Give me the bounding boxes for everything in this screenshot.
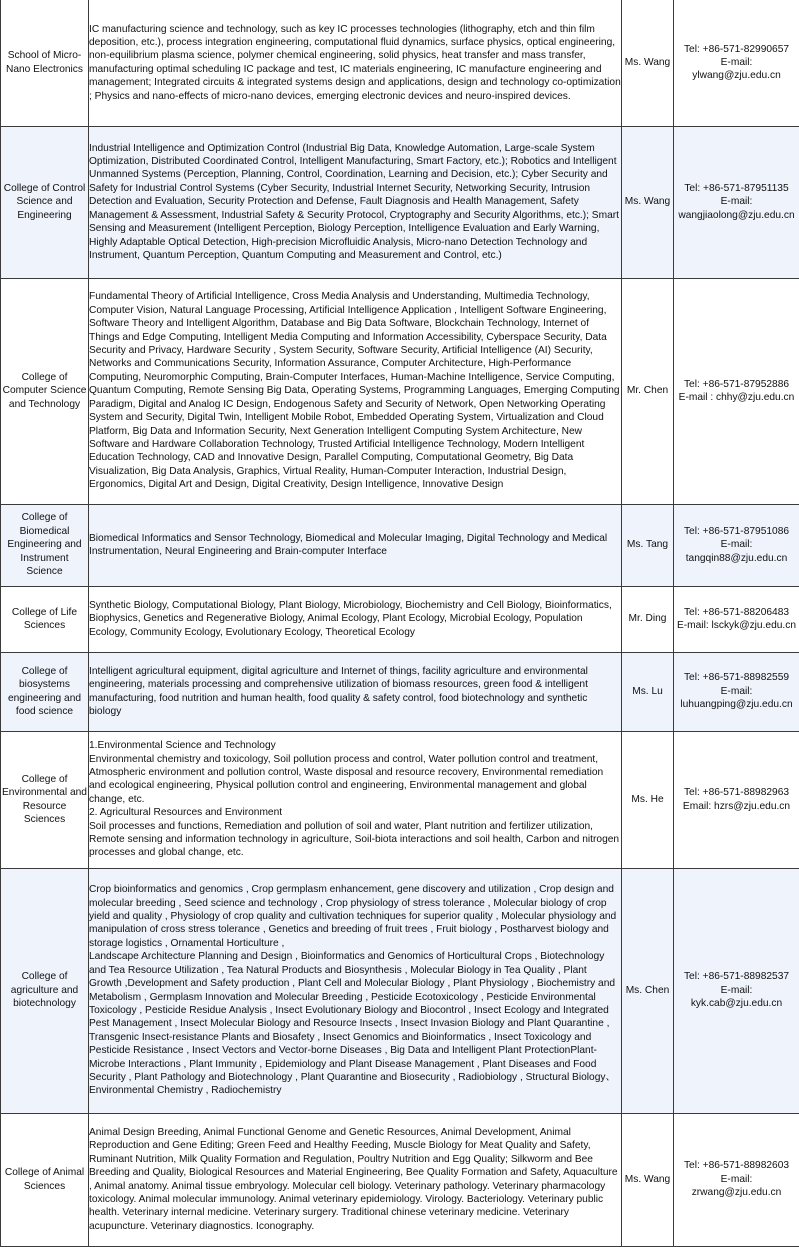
- contact-email-label: E-mail:: [674, 685, 799, 698]
- contact-info: [674, 278, 799, 504]
- college-name: College of Animal Sciences: [1, 1113, 89, 1246]
- contact-info: [674, 0, 799, 126]
- contact-info: [674, 126, 799, 278]
- contact-tel: Tel: +86-571-87951086: [674, 525, 799, 538]
- contact-info: [674, 504, 799, 586]
- college-name: School of Micro-Nano Electronics: [1, 0, 89, 126]
- contact-person: Ms. Wang: [622, 126, 674, 278]
- college-name: College of Biomedical Engineering and Instrument Science: [1, 504, 89, 586]
- contact-email-label: E-mail:: [674, 984, 799, 997]
- contact-email[interactable]: E-mail: lsckyk@zju.edu.cn: [674, 619, 799, 632]
- research-areas: Crop bioinformatics and genomics , Crop germplasm enhancement, gene discovery and utilization , Crop design and molecular breeding , Seed science and technology , Crop physiology of stress tolerance , Molecular biology of crop yield and quality , Physiology of crop quality and cultivation techniques for superior quality , Molecular physiology and manipulation of cross stress tolerance , Genetics and breeding of fruit trees , Fruit biology , Postharvest biology and storage logistics , Ornamental Horticulture , Landscape Architecture Planning and Design , Bioinformatics and Genomics of Horticultural Crops , Biotechnology and Tea Resource Utilization , Tea Natural Products and Biosynthesis , Molecular Biology in Tea Quality , Plant Growth ,Development and Safety production , Plant Cell and Molecular Biology , Plant Physiology , Biochemistry and Metabolism , Germplasm Innovation and Molecular Breeding , Pesticide Ecotoxicology , Pesticide Environmental Toxicology , Pesticide Residue Analysis , Insect Evolutionary Biology and Biocontrol , Insect Ecology and Integrated Pest Management , Insect Molecular Biology and Resource Insects , Insect Invasion Biology and Plant Quarantine , Transgenic Insect-resistance Plants and Biosafety , Insect Genomics and Bioinformatics , Insect Toxicology and Pesticide Resistance , Insect Vectors and Vector-borne Diseases , Big Data and Intelligent Plant ProtectionPlant-Microbe Interactions , Plant Immunity , Epidemiology and Plant Disease Management , Plant Diseases and Food Security , Plant Pathology and Biotechnology , Plant Quarantine and Biosecurity , Radiobiology , Structural Biology、Environmental Chemistry , Radiochemistry: [89, 868, 622, 1113]
- contact-info: [674, 586, 799, 652]
- contact-person: Ms. Tang: [622, 504, 674, 586]
- contact-email[interactable]: E-mail : chhy@zju.edu.cn: [674, 391, 799, 404]
- contact-info: [674, 652, 799, 731]
- contact-person: Ms. Lu: [622, 652, 674, 731]
- college-name: College of Environmental and Resource Sciences: [1, 731, 89, 868]
- contact-tel: Tel: +86-571-82990657: [674, 43, 799, 56]
- contact-tel: Tel: +86-571-88982537: [674, 970, 799, 983]
- table-row: [1, 278, 799, 504]
- table-row: [1, 868, 799, 1113]
- table-row: [1, 504, 799, 586]
- contact-email[interactable]: tangqin88@zju.edu.cn: [674, 552, 799, 565]
- contact-tel: Tel: +86-571-88206483: [674, 606, 799, 619]
- contact-email[interactable]: kyk.cab@zju.edu.cn: [674, 997, 799, 1010]
- contact-tel: Tel: +86-571-87952886: [674, 378, 799, 391]
- contact-email[interactable]: wangjiaolong@zju.edu.cn: [674, 209, 799, 222]
- college-name: College of Control Science and Engineering: [1, 126, 89, 278]
- contact-tel: Tel: +86-571-87951135: [674, 182, 799, 195]
- table-row: [1, 586, 799, 652]
- contact-tel: Tel: +86-571-88982963: [674, 786, 799, 799]
- table-row: [1, 126, 799, 278]
- contact-person: Ms. Wang: [622, 0, 674, 126]
- contact-person: Ms. Chen: [622, 868, 674, 1113]
- table-row: [1, 0, 799, 126]
- college-name: College of biosystems engineering and food science: [1, 652, 89, 731]
- research-areas: Intelligent agricultural equipment, digital agriculture and Internet of things, facility agriculture and environmental engineering, materials processing and comprehensive utilization of biomass resources, green food & intelligent manufacturing, food nutrition and human health, food quality & safety control, food biotechnology and synthetic biology: [89, 652, 622, 731]
- contact-email-label: E-mail:: [674, 1173, 799, 1186]
- contact-email[interactable]: Email: hzrs@zju.edu.cn: [674, 800, 799, 813]
- research-areas: Biomedical Informatics and Sensor Technology, Biomedical and Molecular Imaging, Digital Technology and Medical Instrumentation, Neural Engineering and Brain-computer Interface: [89, 504, 622, 586]
- contact-email[interactable]: zrwang@zju.edu.cn: [674, 1186, 799, 1199]
- research-areas: IC manufacturing science and technology, such as key IC processes technologies (lithography, etch and thin film deposition, etc.), process integration engineering, computational fluid dynamics, surface physics, optical engineering, non-equilibrium plasma science, polymer chemical engineering, solid physics, heat transfer and mass transfer, manufacturing optimal scheduling IC package and test, IC materials engineering, IC manufacture engineering and management; Integrated circuits & integrated systems design and applications, design and technology co-optimization ; Physics and nano-effects of micro-nano devices, emerging electronic devices and neuro-inspired devices.: [89, 0, 622, 126]
- contact-person: Mr. Ding: [622, 586, 674, 652]
- contact-person: Mr. Chen: [622, 278, 674, 504]
- table-row: [1, 652, 799, 731]
- research-areas: 1.Environmental Science and Technology Environmental chemistry and toxicology, Soil pollution process and control, Water pollution control and treatment, Atmospheric environment and pollution control, Waste disposal and resource recovery, Environmental remediation and ecological engineering, Physical pollution control and engineering, Environmental management and global change, etc. 2. Agricultural Resources and Environment Soil processes and functions, Remediation and pollution of soil and water, Plant nutrition and fertilizer utilization, Remote sensing and information technology in agriculture, Soil-biota interactions and soil health, Carbon and nitrogen processes and global change, etc.: [89, 731, 622, 868]
- contact-email-label: E-mail:: [674, 195, 799, 208]
- contact-info: [674, 868, 799, 1113]
- contact-person: Ms. Wang: [622, 1113, 674, 1246]
- research-areas: Fundamental Theory of Artificial Intelligence, Cross Media Analysis and Understanding, Multimedia Technology, Computer Vision, Natural Language Processing, Artificial Intelligence Application , Intelligent Software Engineering, Software Theory and Intelligent Algorithm, Database and Big Data Software, Blockchain Technology, Internet of Things and Edge Computing, Intelligent Media Computing and Information Accessibility, Cyberspace Security, Data Security and Privacy, Hardware Security , System Security, Software Security, Artificial Intelligence (AI) Security, Networks and Communications Security, Information Assurance, Computer Architecture, High-Performance Computing, Neuromorphic Computing, Brain-Computer Interfaces, Human-Machine Intelligence, Service Computing, Quantum Computing, Remote Sensing Big Data, Operating Systems, Programming Languages, Emerging Computing Paradigm, Digital and Analog IC Design, Endogenous Safety and Security of Network, Open Networking Operating System and Security, Digital Twin, Intelligent Mobile Robot, Embedded Operating System, Virtualization and Cloud Platform, Big Data and Information Security, Next Generation Intelligent Computing System Architecture, New Software and Hardware Collaboration Technology, Trusted Artificial Intelligence Technology, Modern Intelligent Education Technology, CAD and Innovative Design, Parallel Computing, Computational Geometry, Big Data Visualization, Big Data Analysis, Graphics, Virtual Reality, Human-Computer Interaction, Industrial Design, Ergonomics, Digital Art and Design, Digital Creativity, Design Intelligence, Innovative Design: [89, 278, 622, 504]
- contact-tel: Tel: +86-571-88982559: [674, 671, 799, 684]
- contact-person: Ms. He: [622, 731, 674, 868]
- contact-email[interactable]: luhuangping@zju.edu.cn: [674, 698, 799, 711]
- research-areas: Animal Design Breeding, Animal Functional Genome and Genetic Resources, Animal Development, Animal Reproduction and Gene Editing; Green Feed and Healthy Feeding, Muscle Biology for Meat Quality and Safety, Ruminant Nutrition, Milk Quality Formation and Regulation, Poultry Nutrition and Egg Quality; Silkworm and Bee Breeding and Quality, Biological Resources and Material Engineering, Bee Quality Formation and Safety, Aquaculture , Animal anatomy. Animal tissue embryology. Molecular cell biology. Veterinary pathology. Veterinary pharmacology toxicology. Animal molecular immunology. Animal veterinary epidemiology. Virology. Bacteriology. Veterinary public health. Veterinary internal medicine. Veterinary surgery. Traditional chinese veterinary medicine. Veterinary acupuncture. Veterinary diagnostics. Iconography.: [89, 1113, 622, 1246]
- research-areas: Industrial Intelligence and Optimization Control (Industrial Big Data, Knowledge Automation, Large-scale System Optimization, Distributed Coordinated Control, Intelligent Manufacturing, Smart Factory, etc.); Robotics and Intelligent Unmanned Systems (Perception, Planning, Control, Coordination, Learning and Decision, etc.); Cyber Security and Safety for Industrial Control Systems (Cyber Security, Industrial Internet Security, Networking Security, Intrusion Detection and Evaluation, Security Protection and Defense, Fault Diagnosis and Health Management, Safety Management & Assessment, Industrial Safety & Security Protocol, Cryptography and Security Algorithms, etc.); Smart Sensing and Measurement (Intelligent Perception, Biology Perception, Intelligence Evaluation and Early Warning, Highly Adaptable Optical Detection, High-precision Microfluidic Analysis, Micro-nano Detection Technology and Instrument, Quantum Perception, Quantum Computing and Measurement and Control, etc.): [89, 126, 622, 278]
- contact-info: [674, 1113, 799, 1246]
- contact-email-label: E-mail:: [674, 538, 799, 551]
- college-name: College of Life Sciences: [1, 586, 89, 652]
- contact-info: [674, 731, 799, 868]
- research-areas: Synthetic Biology, Computational Biology, Plant Biology, Microbiology, Biochemistry and Cell Biology, Bioinformatics, Biophysics, Genetics and Regenerative Biology, Animal Ecology, Plant Ecology, Microbial Ecology, Population Ecology, Community Ecology, Evolutionary Ecology, Theoretical Ecology: [89, 586, 622, 652]
- college-name: College of agriculture and biotechnology: [1, 868, 89, 1113]
- table-row: [1, 731, 799, 868]
- table-row: [1, 1113, 799, 1246]
- contact-email-label: E-mail:: [674, 56, 799, 69]
- college-name: College of Computer Science and Technology: [1, 278, 89, 504]
- contact-email[interactable]: ylwang@zju.edu.cn: [674, 69, 799, 82]
- contact-tel: Tel: +86-571-88982603: [674, 1159, 799, 1172]
